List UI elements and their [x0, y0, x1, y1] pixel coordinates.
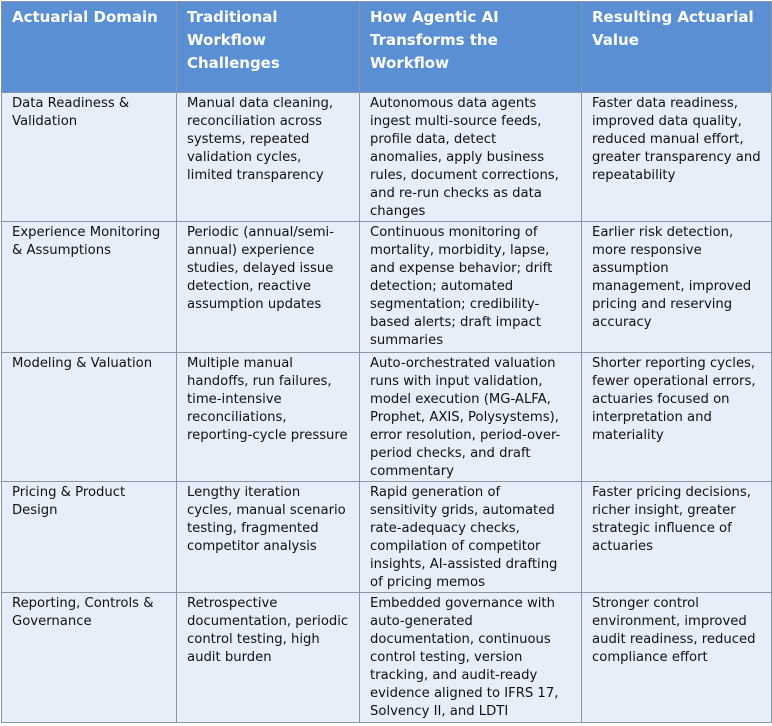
challenges-cell: Lengthy iteration cycles, manual scenario testing, fragmented competitor analysis	[177, 482, 360, 593]
header-agentic-ai-transformation: How Agentic AI Transforms the Workflow	[360, 2, 582, 93]
domain-cell: Reporting, Controls & Governance	[2, 593, 177, 723]
challenges-cell: Manual data cleaning, reconciliation across systems, repeated validation cycles, limited transparency	[177, 93, 360, 222]
header-traditional-challenges: Traditional Workflow Challenges	[177, 2, 360, 93]
transformation-cell: Embedded governance with auto-generated documentation, continuous control testing, version tracking, and audit-ready evidence aligned to IFRS 17, Solvency II, and LDTI	[360, 593, 582, 723]
domain-cell: Data Readiness & Validation	[2, 93, 177, 222]
domain-cell: Pricing & Product Design	[2, 482, 177, 593]
table-row	[2, 93, 772, 222]
transformation-cell: Auto-orchestrated valuation runs with input validation, model execution (MG-ALFA, Prophet, AXIS, Polysystems), error resolution, period-over-period checks, and draft commentary	[360, 353, 582, 482]
header-resulting-value: Resulting Actuarial Value	[582, 2, 772, 93]
domain-cell: Modeling & Valuation	[2, 353, 177, 482]
actuarial-ai-table	[1, 1, 772, 723]
table-row	[2, 353, 772, 482]
table-row	[2, 222, 772, 353]
challenges-cell: Periodic (annual/semi-annual) experience studies, delayed issue detection, reactive assumption updates	[177, 222, 360, 353]
transformation-cell: Rapid generation of sensitivity grids, automated rate-adequacy checks, compilation of competitor insights, AI-assisted drafting of pricing memos	[360, 482, 582, 593]
value-cell: Faster pricing decisions, richer insight, greater strategic influence of actuaries	[582, 482, 772, 593]
table-row	[2, 593, 772, 723]
header-actuarial-domain: Actuarial Domain	[2, 2, 177, 93]
value-cell: Earlier risk detection, more responsive assumption management, improved pricing and reserving accuracy	[582, 222, 772, 353]
value-cell: Shorter reporting cycles, fewer operational errors, actuaries focused on interpretation and materiality	[582, 353, 772, 482]
domain-cell: Experience Monitoring & Assumptions	[2, 222, 177, 353]
table-row	[2, 482, 772, 593]
header-row	[2, 2, 772, 93]
value-cell: Stronger control environment, improved audit readiness, reduced compliance effort	[582, 593, 772, 723]
value-cell: Faster data readiness, improved data quality, reduced manual effort, greater transparency and repeatability	[582, 93, 772, 222]
transformation-cell: Continuous monitoring of mortality, morbidity, lapse, and expense behavior; drift detection; automated segmentation; credibility-based alerts; draft impact summaries	[360, 222, 582, 353]
challenges-cell: Multiple manual handoffs, run failures, time-intensive reconciliations, reporting-cycle pressure	[177, 353, 360, 482]
challenges-cell: Retrospective documentation, periodic control testing, high audit burden	[177, 593, 360, 723]
transformation-cell: Autonomous data agents ingest multi-source feeds, profile data, detect anomalies, apply business rules, document corrections, and re-run checks as data changes	[360, 93, 582, 222]
